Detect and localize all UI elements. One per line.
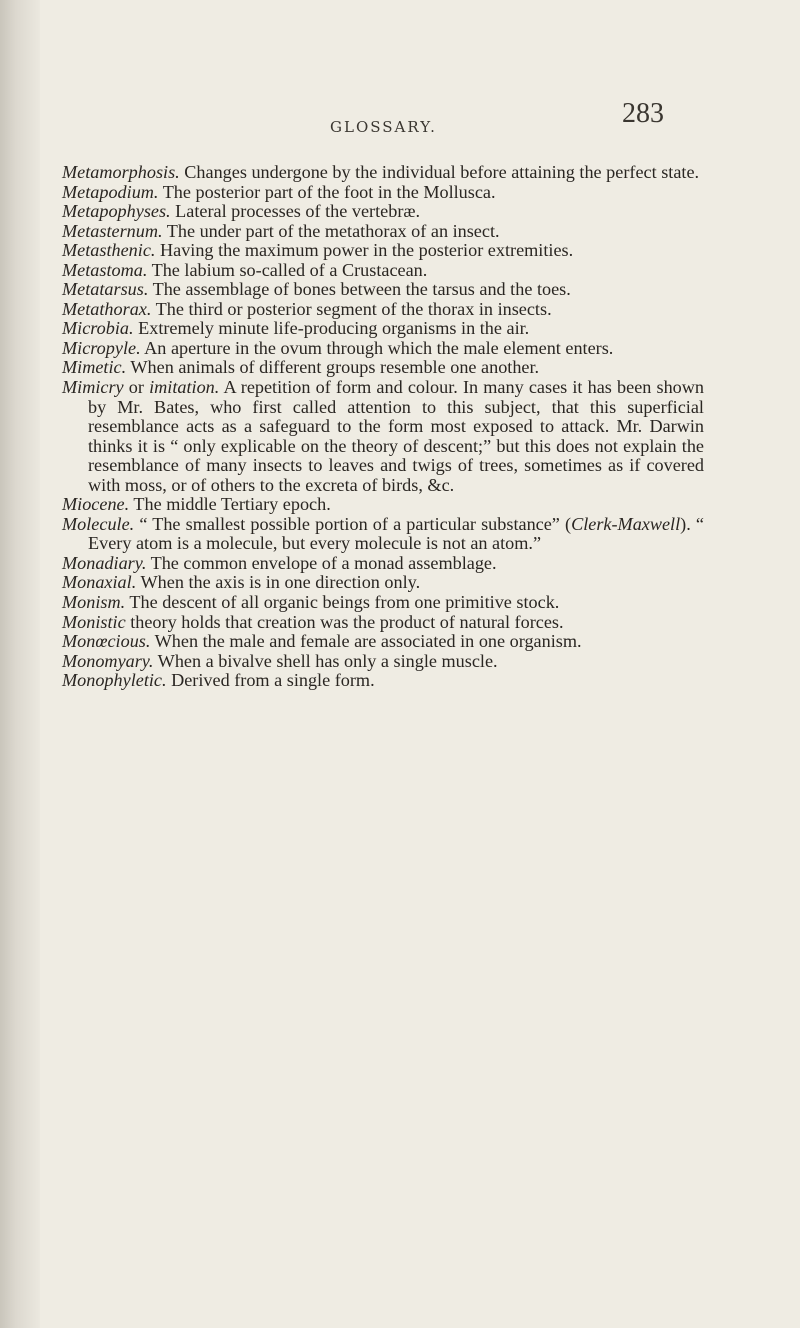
glossary-entry	[62, 611, 704, 633]
entry-definition: “ The smallest possible portion of a particular substance” (	[134, 513, 572, 534]
entry-term: Metapodium.	[62, 181, 159, 202]
entry-definition: The assemblage of bones between the tarsus and the toes.	[148, 279, 571, 300]
entry-definition: An aperture in the ovum through which the male element enters.	[140, 337, 614, 358]
glossary-entry	[62, 631, 704, 652]
glossary-entry	[62, 318, 704, 339]
glossary-entry	[62, 298, 704, 320]
entry-term: Metathorax.	[62, 298, 152, 319]
glossary-entry	[62, 552, 704, 574]
entry-term-alt: imitation.	[149, 377, 220, 398]
glossary-entry	[62, 162, 704, 183]
entry-definition: When the axis is in one direction only.	[136, 572, 421, 593]
glossary-entry	[62, 201, 704, 222]
glossary-entry	[62, 572, 704, 593]
page-number: 283	[622, 98, 664, 129]
glossary-entry	[62, 220, 704, 242]
entry-definition: The posterior part of the foot in the Mollusca.	[158, 181, 496, 202]
glossary-entry	[62, 181, 704, 203]
glossary-entry	[62, 357, 704, 378]
entry-definition: The third or posterior segment of the thorax in insects.	[151, 298, 552, 319]
entry-term: Miocene.	[62, 494, 130, 515]
entry-term: Metastoma.	[62, 259, 148, 280]
glossary-entry	[62, 494, 704, 515]
entry-term: Micropyle.	[62, 337, 141, 358]
entry-term: Metapophyses.	[62, 201, 171, 222]
entry-term: Mimicry	[62, 377, 124, 398]
glossary-entries	[62, 163, 704, 691]
glossary-entry	[62, 670, 704, 691]
entry-definition: The labium so-called of a Crustacean.	[147, 259, 428, 280]
entry-term: Monism.	[62, 592, 126, 613]
entry-definition: The middle Tertiary epoch.	[129, 494, 331, 515]
entry-term: Monaxial.	[62, 572, 137, 593]
entry-definition: Lateral processes of the vertebræ.	[170, 201, 421, 222]
glossary-entry	[62, 279, 704, 300]
entry-term: Monadiary.	[62, 552, 147, 573]
entry-term: Metamorphosis.	[62, 162, 180, 182]
entry-definition: or	[123, 377, 150, 398]
entry-term: Monomyary.	[62, 650, 154, 671]
glossary-entry	[62, 650, 704, 672]
entry-definition: When animals of different groups resemble one another.	[126, 357, 540, 378]
entry-definition: The under part of the metathorax of an insect.	[162, 220, 500, 241]
entry-term: Microbia.	[62, 318, 134, 339]
glossary-entry	[62, 337, 704, 359]
entry-term: Metatarsus.	[62, 279, 149, 300]
running-title: GLOSSARY.	[330, 118, 437, 136]
entry-term: Metasternum.	[62, 220, 163, 241]
entry-definition: When a bivalve shell has only a single muscle.	[153, 650, 498, 671]
entry-definition: Having the maximum power in the posterior extremities.	[155, 240, 574, 261]
glossary-entry	[62, 513, 704, 554]
entry-definition: The common envelope of a monad assemblage.	[146, 552, 497, 573]
entry-term: Molecule.	[62, 513, 135, 534]
glossary-entry	[62, 592, 704, 613]
entry-term: Metasthenic.	[62, 240, 156, 261]
entry-definition: Derived from a single form.	[166, 670, 375, 691]
entry-definition: Extremely minute life-producing organisms in the air.	[133, 318, 530, 339]
entry-term: Mimetic.	[62, 357, 127, 378]
entry-definition: Changes undergone by the individual before attaining the perfect state.	[179, 162, 700, 182]
entry-term: Monophyletic.	[62, 670, 167, 691]
entry-definition: theory holds that creation was the product of natural forces.	[125, 611, 564, 632]
entry-term: Monistic	[62, 611, 126, 632]
glossary-entry	[62, 259, 704, 281]
entry-term: Monœcious.	[62, 631, 151, 652]
entry-citation: Clerk-Maxwell	[571, 513, 681, 534]
entry-definition-cont: ). “ Every atom is a molecule, but every molecule is not an atom.”	[88, 513, 704, 554]
entry-definition: When the male and female are associated in one organism.	[150, 631, 582, 652]
glossary-entry	[62, 240, 704, 261]
glossary-entry	[62, 377, 705, 495]
entry-definition: The descent of all organic beings from one primitive stock.	[125, 592, 560, 613]
entry-definition-cont: A repetition of form and colour. In many cases it has been shown by Mr. Bates, who first called attention to this subject, that this superficial resemblance acts as a safeguard to the form most exposed to attack. Mr. Darwin thinks it is “ only explicable on the theory of descent;” but this does not explain the resemblance of many insects to leaves and twigs of trees, sometimes as if covered with moss, or of others to the excreta of birds, &c.	[88, 377, 705, 495]
